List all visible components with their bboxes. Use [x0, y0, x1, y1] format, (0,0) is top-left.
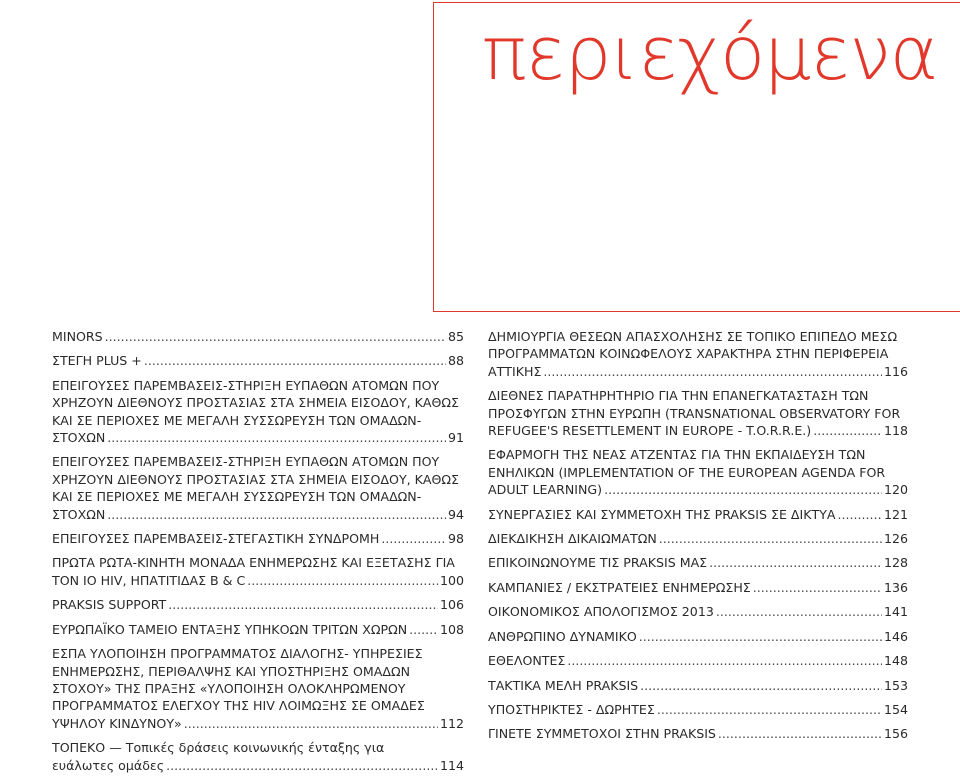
dot-leader: [838, 506, 882, 523]
toc-entry-line: [52, 596, 464, 613]
toc-entry-title-end: ΣΥΝΕΡΓΑΣΙΕΣ ΚΑΙ ΣΥΜΜΕΤΟΧΗ ΤΗΣ PRAKSIS ΣΕ ΔΙΚΤΥΑ: [488, 506, 836, 522]
toc-entry[interactable]: [488, 554, 908, 571]
page-title: περιεχόμενα: [482, 11, 938, 97]
toc-entry[interactable]: [52, 645, 464, 732]
dot-leader: [657, 701, 882, 718]
page-number: 88: [447, 353, 464, 369]
toc-entry-line: [488, 481, 908, 498]
dot-leader: [640, 677, 882, 694]
toc-entry-line: [488, 363, 908, 380]
toc-entry[interactable]: [488, 628, 908, 645]
dot-leader: [168, 596, 438, 613]
page-number: 120: [883, 482, 908, 498]
toc-column-left: [52, 328, 464, 781]
page-number: 136: [883, 579, 908, 595]
toc-entry-line: [488, 579, 908, 596]
toc-entry-line: [52, 328, 464, 345]
toc-entry-title-end: ADULT LEARNING): [488, 482, 603, 498]
toc-entry-line: [488, 554, 908, 571]
toc-entry-title-end: ΤΟΝ ΙΟ HIV, ΗΠΑΤΙΤΙΔΑΣ Β & C: [52, 572, 246, 588]
page-number: 156: [883, 726, 908, 742]
dot-leader: [184, 715, 438, 732]
toc-entry[interactable]: [488, 530, 908, 547]
page-number: 128: [883, 555, 908, 571]
toc-entry-title: ΕΣΠΑ ΥΛΟΠΟΙΗΣΗ ΠΡΟΓΡΑΜΜΑΤΟΣ ΔΙΑΛΟΓΗΣ- ΥΠΗΡΕΣΙΕΣ ΕΝΗΜΕΡΩΣΗΣ, ΠΕΡΙΘΑΛΨΗΣ ΚΑΙ ΥΠΟΣΤΗΡΙΞΗΣ ΟΜΑΔΩΝ ΣΤΟΧΟΥ» ΤΗΣ ΠΡΑΞΗΣ «ΥΛΟΠΟΙΗΣΗ ΟΛΟΚΛΗΡΩΜΕΝΟΥ ΠΡΟΓΡΑΜΜΑΤΟΣ ΕΛΕΓΧΟΥ ΤΗΣ HIV ΛΟΙΜΩΞΗΣ ΣΕ ΟΜΑΔΕΣ: [52, 646, 425, 714]
toc-entry-title-end: ΣΤΟΧΩΝ: [52, 430, 106, 446]
page-number: 112: [439, 715, 464, 731]
toc-entry-title-end: ΑΤΤΙΚΗΣ: [488, 363, 542, 379]
dot-leader: [604, 481, 882, 498]
toc-entry-line: [488, 677, 908, 694]
toc-entry-line: [52, 352, 464, 369]
toc-entry[interactable]: [488, 677, 908, 694]
page-number: 141: [883, 604, 908, 620]
toc-entry-title-end: ΕΠΙΚΟΙΝΩΝΟΥΜΕ ΤΙΣ PRAKSIS ΜΑΣ: [488, 555, 708, 571]
page-number: 154: [883, 701, 908, 717]
page-number: 126: [883, 531, 908, 547]
page-number: 85: [447, 329, 464, 344]
toc-entry[interactable]: [488, 652, 908, 669]
toc-entry-title-end: ΕΘΕΛΟΝΤΕΣ: [488, 653, 566, 669]
toc-entry-title: ΠΡΩΤΑ ΡΩΤΑ-ΚΙΝΗΤΗ ΜΟΝΑΔΑ ΕΝΗΜΕΡΩΣΗΣ ΚΑΙ ΕΞΕΤΑΣΗΣ ΓΙΑ: [52, 555, 455, 571]
dot-leader: [543, 363, 882, 380]
toc-entry[interactable]: [488, 725, 908, 742]
toc-entry[interactable]: [52, 554, 464, 589]
toc-entry-line: [488, 628, 908, 645]
dot-leader: [144, 352, 446, 369]
page-number: 91: [447, 430, 464, 446]
toc-entry-title-end: ευάλωτες ομάδες: [52, 757, 165, 773]
toc-entry-line: [52, 621, 464, 638]
toc-entry[interactable]: [52, 739, 464, 774]
toc-entry-title-end: ΚΑΜΠΑΝΙΕΣ / ΕΚΣΤΡΑΤΕΙΕΣ ΕΝΗΜΕΡΩΣΗΣ: [488, 579, 751, 595]
toc-entry-line: [52, 572, 464, 589]
toc-entry[interactable]: [488, 328, 908, 380]
page-number: 100: [439, 572, 464, 588]
page-number: 116: [883, 363, 908, 379]
toc-entry[interactable]: [488, 603, 908, 620]
dot-leader: [639, 628, 882, 645]
page-number: 146: [883, 628, 908, 644]
page-number: 98: [447, 531, 464, 547]
toc-entry-line: [52, 530, 464, 547]
dot-leader: [107, 429, 446, 446]
toc-entry-title: ΕΠΕΙΓΟΥΣΕΣ ΠΑΡΕΜΒΑΣΕΙΣ-ΣΤΗΡΙΞΗ ΕΥΠΑΘΩΝ ΑΤΟΜΩΝ ΠΟΥ ΧΡΗΖΟΥΝ ΔΙΕΘΝΟΥΣ ΠΡΟΣΤΑΣΙΑΣ ΣΤΑ ΣΗΜΕΙΑ ΕΙΣΟΔΟΥ, ΚΑΘΩΣ ΚΑΙ ΣΕ ΠΕΡΙΟΧΕΣ ΜΕ ΜΕΓΑΛΗ ΣΥΣΣΩΡΕΥΣΗ ΤΩΝ ΟΜΑΔΩΝ-: [52, 377, 460, 428]
page-number: 108: [439, 621, 464, 637]
toc-entry-title: ΤΟΠΕΚΟ — Τοπικές δράσεις κοινωνικής ένταξης για: [52, 740, 385, 756]
page-number: 94: [447, 506, 464, 522]
toc-entry-title: ΕΦΑΡΜΟΓΗ ΤΗΣ ΝΕΑΣ ΑΤΖΕΝΤΑΣ ΓΙΑ ΤΗΝ ΕΚΠΑΙΔΕΥΣΗ ΤΩΝ ΕΝΗΛΙΚΩΝ (IMPLEMENTATION OF THE EUROPEAN AGENDA FOR: [488, 447, 886, 480]
toc-entry[interactable]: [488, 387, 908, 439]
toc-entry[interactable]: [488, 701, 908, 718]
page-number: 118: [883, 423, 908, 439]
toc-entry-title-end: ΟΙΚΟΝΟΜΙΚΟΣ ΑΠΟΛΟΓΙΣΜΟΣ 2013: [488, 604, 714, 620]
dot-leader: [753, 579, 882, 596]
toc-entry-line: [488, 652, 908, 669]
toc-column-right: [488, 328, 908, 750]
toc-entry-title-end: REFUGEE'S RESETTLEMENT IN EUROPE - T.O.R.R.E.): [488, 423, 812, 439]
toc-entry-title-end: ΥΠΟΣΤΗΡΙΚΤΕΣ - ΔΩΡΗΤΕΣ: [488, 701, 655, 717]
dot-leader: [381, 530, 446, 547]
toc-entry-title-end: ΥΨΗΛΟΥ ΚΙΝΔΥΝΟΥ»: [52, 715, 182, 731]
toc-entry-title-end: PRAKSIS SUPPORT: [52, 597, 167, 613]
dot-leader: [247, 572, 438, 589]
dot-leader: [813, 422, 882, 439]
toc-entry-title-end: ΣΤΕΓΗ PLUS +: [52, 353, 142, 369]
toc-entry-line: [488, 530, 908, 547]
toc-entry-line: [52, 429, 464, 446]
dot-leader: [709, 554, 882, 571]
toc-entry[interactable]: [52, 453, 464, 523]
toc-entry-title-end: ΕΥΡΩΠΑΪΚΟ ΤΑΜΕΙΟ ΕΝΤΑΞΗΣ ΥΠΗΚΟΩΝ ΤΡΙΤΩΝ ΧΩΡΩΝ: [52, 621, 408, 637]
toc-entry[interactable]: [488, 579, 908, 596]
toc-entry-title-end: MINORS: [52, 329, 103, 344]
toc-entry-title-end: ΔΙΕΚΔΙΚΗΣΗ ΔΙΚΑΙΩΜΑΤΩΝ: [488, 531, 657, 547]
page-number: 106: [439, 597, 464, 613]
page-number: 148: [883, 653, 908, 669]
toc-entry[interactable]: [52, 596, 464, 613]
toc-entry-title: ΔΗΜΙΟΥΡΓΙΑ ΘΕΣΕΩΝ ΑΠΑΣΧΟΛΗΣΗΣ ΣΕ ΤΟΠΙΚΟ ΕΠΙΠΕΔΟ ΜΕΣΩ ΠΡΟΓΡΑΜΜΑΤΩΝ ΚΟΙΝΩΦΕΛΟΥΣ ΧΑΡΑΚΤΗΡΑ ΣΤΗΝ ΠΕΡΙΦΕΡΕΙΑ: [488, 329, 898, 362]
toc-entry-line: [52, 506, 464, 523]
toc-entry-line: [488, 701, 908, 718]
toc-entry[interactable]: [488, 446, 908, 498]
toc-entry-title: ΔΙΕΘΝΕΣ ΠΑΡΑΤΗΡΗΤΗΡΙΟ ΓΙΑ ΤΗΝ ΕΠΑΝΕΓΚΑΤΑΣΤΑΣΗ ΤΩΝ ΠΡΟΣΦΥΓΩΝ ΣΤΗΝ ΕΥΡΩΠΗ (TRANSNATIONAL OBSERVATORY FOR: [488, 388, 901, 421]
toc-entry[interactable]: [52, 621, 464, 638]
dot-leader: [716, 603, 882, 620]
toc-entry-title: ΕΠΕΙΓΟΥΣΕΣ ΠΑΡΕΜΒΑΣΕΙΣ-ΣΤΗΡΙΞΗ ΕΥΠΑΘΩΝ ΑΤΟΜΩΝ ΠΟΥ ΧΡΗΖΟΥΝ ΔΙΕΘΝΟΥΣ ΠΡΟΣΤΑΣΙΑΣ ΣΤΑ ΣΗΜΕΙΑ ΕΙΣΟΔΟΥ, ΚΑΘΩΣ ΚΑΙ ΣΕ ΠΕΡΙΟΧΕΣ ΜΕ ΜΕΓΑΛΗ ΣΥΣΣΩΡΕΥΣΗ ΤΩΝ ΟΜΑΔΩΝ-: [52, 454, 460, 505]
toc-entry[interactable]: [52, 328, 464, 345]
dot-leader: [409, 621, 438, 638]
toc-entry[interactable]: [52, 377, 464, 447]
dot-leader: [718, 725, 882, 742]
dot-leader: [166, 757, 438, 774]
page-number: 153: [883, 677, 908, 693]
page-number: 114: [439, 757, 464, 773]
page-number: 121: [883, 506, 908, 522]
toc-entry[interactable]: [488, 506, 908, 523]
dot-leader: [567, 652, 882, 669]
dot-leader: [105, 328, 446, 345]
toc-entry-title-end: ΑΝΘΡΩΠΙΝΟ ΔΥΝΑΜΙΚΟ: [488, 628, 637, 644]
toc-entry-line: [488, 506, 908, 523]
toc-entry-title-end: ΣΤΟΧΩΝ: [52, 506, 106, 522]
title-frame: [433, 2, 960, 312]
toc-entry-line: [488, 603, 908, 620]
toc-entry[interactable]: [52, 352, 464, 369]
toc-entry-line: [488, 725, 908, 742]
toc-entry-line: [488, 422, 908, 439]
toc-entry[interactable]: [52, 530, 464, 547]
toc-entry-line: [52, 715, 464, 732]
dot-leader: [659, 530, 882, 547]
toc-entry-title-end: ΓΙΝΕΤΕ ΣΥΜΜΕΤΟΧΟΙ ΣΤΗΝ PRAKSIS: [488, 726, 716, 742]
dot-leader: [107, 506, 446, 523]
toc-entry-line: [52, 757, 464, 774]
toc-entry-title-end: ΕΠΕΙΓΟΥΣΕΣ ΠΑΡΕΜΒΑΣΕΙΣ-ΣΤΕΓΑΣΤΙΚΗ ΣΥΝΔΡΟΜΗ: [52, 531, 380, 547]
toc-entry-title-end: ΤΑΚΤΙΚΑ ΜΕΛΗ PRAKSIS: [488, 677, 639, 693]
